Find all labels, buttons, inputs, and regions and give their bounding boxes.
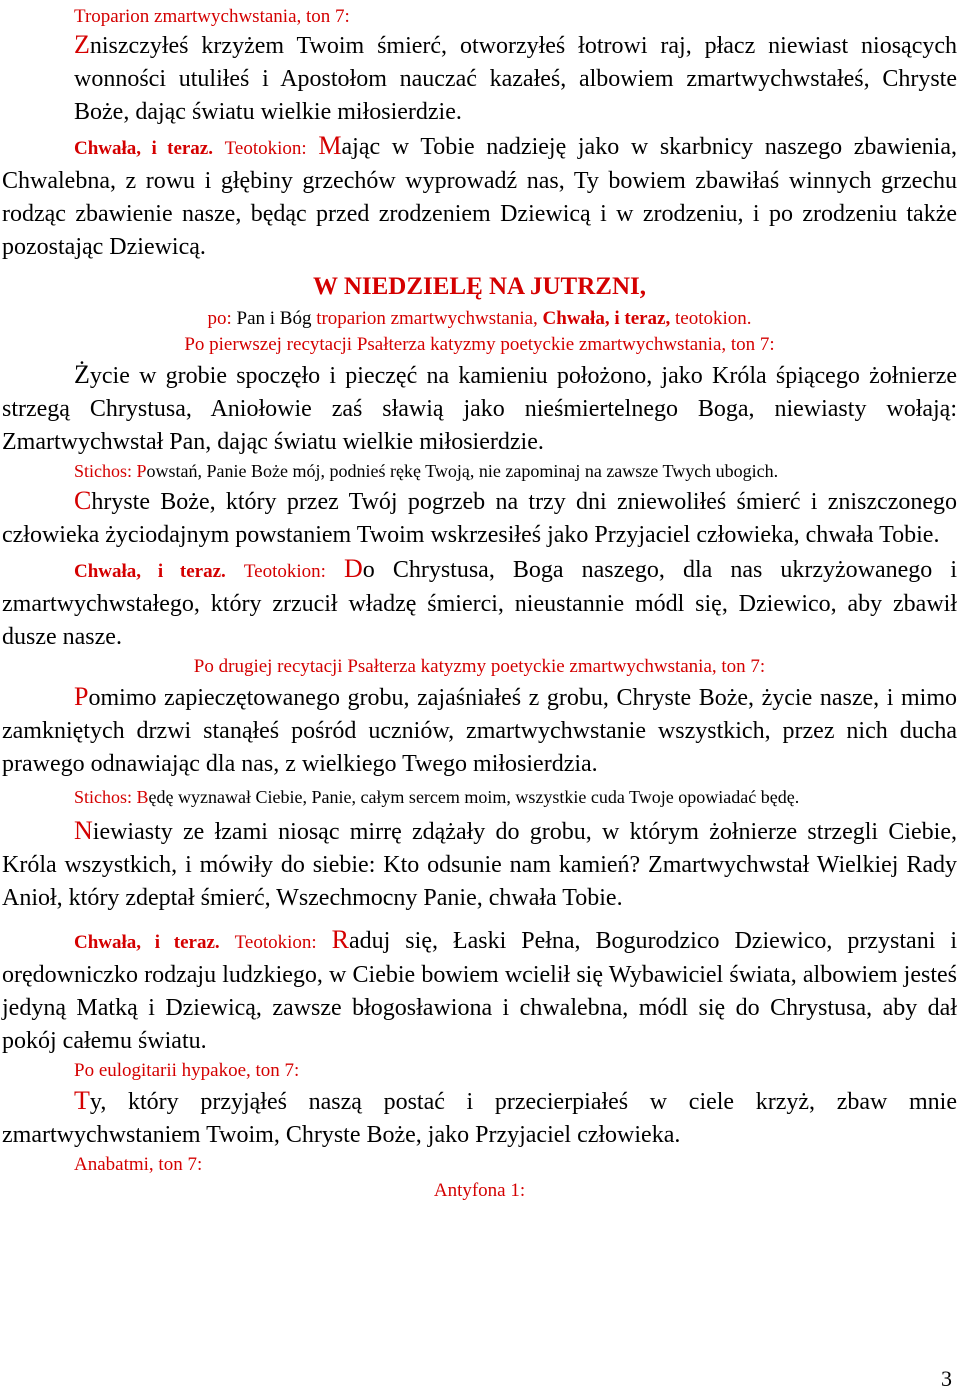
- teotokion-3-body: aduj się, Łaski Pełna, Bogurodzico Dziewico, przystani i orędowniczko rodzaju ludzkiego, w Ciebie bowiem wcielił się Wybawiciel świata, albowiem jesteś jedyną Matką i Dziewicą, zawsze błogosławiona i chwalebna, módl się do Chrystusa, aby dał pokój całemu światu.: [2, 928, 958, 1054]
- teotokion-3: [2, 923, 957, 1058]
- stichos-1-body: owstań, Panie Boże mój, podnieś rękę Twoją, nie zapominaj na zawsze Twych ubogich.: [146, 461, 779, 481]
- hypakoe-body: y, który przyjąłeś naszą postać i przecierpiałeś w ciele krzyż, zbaw mnie zmartwychwstaniem Twoim, Chryste Boże, jako Przyjaciel człowieka.: [2, 1089, 957, 1148]
- katyzma-3-text: [2, 680, 957, 781]
- drop-cap: C: [74, 486, 92, 515]
- glory-label: Chwała, i teraz.: [74, 138, 213, 159]
- rubric-cap: P: [236, 308, 248, 329]
- teotokion-1: [0, 129, 957, 264]
- rubric-katyzmy-1: Po pierwszej recytacji Psałterza katyzmy poetyckie zmartwychwstania, ton 7:: [184, 334, 775, 355]
- drop-cap: Ż: [74, 360, 90, 389]
- teotokion-label: Teotokion:: [234, 932, 317, 953]
- stichos-cap: B: [136, 787, 149, 807]
- rubric-glory: Chwała, i teraz,: [542, 308, 671, 329]
- katyzma-4-body: iewiasty ze łzami niosąc mirrę zdążały do grobu, w którym żołnierze strzegli Ciebie, Króla wszystkich, i mówiły do siebie: Kto odsunie nam kamień? Zmartwychwstał Wielkiej Rady Anioł, który zdeptał śmierć, Wszechmocny Panie, chwała Tobie.: [2, 819, 957, 911]
- rubric-t1: troparion zmartwychwstania,: [316, 308, 538, 329]
- stichos-2: [2, 785, 957, 810]
- stichos-cap: P: [136, 461, 147, 481]
- teotokion-body: ając w Tobie nadzieję jako w skarbnicy naszego zbawienia, Chwalebna, z rowu i głębiny grzechów wyprowadź nas, Ty bowiem zbawiłaś winnych grzechu rodząc zbawienie nasze, będąc przed zrodzeniem Dziewicą i w zrodzeniu, i po zrodzeniu także pozostając Dziewicą.: [2, 134, 958, 260]
- drop-cap: D: [344, 554, 363, 583]
- teotokion-2: [2, 552, 957, 654]
- stichos-1: [2, 459, 957, 484]
- drop-cap: R: [331, 925, 350, 954]
- rubric-anabatmi: Anabatmi, ton 7:: [74, 1154, 203, 1175]
- drop-cap: Z: [74, 30, 90, 59]
- katyzma-1-text: [2, 358, 957, 459]
- page-number: 3: [941, 1366, 952, 1391]
- rubric-text: an i Bóg: [247, 308, 312, 329]
- rubric-t2: teotokion.: [675, 308, 752, 329]
- drop-cap: P: [74, 682, 89, 711]
- glory-label: Chwała, i teraz.: [74, 932, 220, 953]
- stichos-2-body: ędę wyznawał Ciebie, Panie, całym sercem moim, wszystkie cuda Twoje opowiadać będę.: [148, 787, 800, 807]
- stichos-label: Stichos:: [74, 461, 133, 481]
- teotokion-label: Teotokion:: [243, 561, 326, 582]
- hypakoe-text: [2, 1084, 957, 1152]
- stichos-label: Stichos:: [74, 787, 133, 807]
- katyzma-1-body: ycie w grobie spoczęło i pieczęć na kamieniu położono, jako Króla śpiącego żołnierze strzegą Chrystusa, Aniołowie zaś sławią jako nieśmiertelnego Boga, niewiasty wołają: Zmartwychwstał Pan, dając światu wielkie miłosierdzie.: [2, 363, 957, 455]
- katyzma-2-body: hryste Boże, który przez Twój pogrzeb na trzy dni zniewoliłeś śmierć i zniszczonego człowieka życiodajnym powstaniem Twoim wskrzesiłeś jako Przyjaciel człowieka, chwała Tobie.: [2, 489, 957, 548]
- katyzma-3-body: omimo zapieczętowanego grobu, zajaśniałeś z grobu, Chryste Boże, życie nasze, i mimo zamkniętych drzwi stanąłeś pośród uczniów, zmartwychwstanie wszystkich, przez nich ducha prawego odnawiając dla nas, z wielkiego Twego miłosierdzia.: [2, 685, 957, 777]
- rubric-troparion: Troparion zmartwychwstania, ton 7:: [74, 6, 350, 27]
- rubric-antyfona: Antyfona 1:: [433, 1180, 526, 1201]
- glory-label: Chwała, i teraz.: [74, 561, 226, 582]
- drop-cap: N: [74, 816, 93, 845]
- section-heading: W NIEDZIELĘ NA JUTRZNI,: [313, 273, 646, 300]
- katyzma-2-text: [2, 484, 957, 552]
- rubric-hypakoe: Po eulogitarii hypakoe, ton 7:: [74, 1060, 300, 1081]
- teotokion-2-body: o Chrystusa, Boga naszego, dla nas ukrzyżowanego i zmartwychwstałego, który zrzucił władzę śmierci, nieustannie módl się, Dziewico, aby zbawił dusze nasze.: [2, 557, 958, 650]
- teotokion-label: Teotokion:: [224, 138, 307, 159]
- troparion-text: [2, 28, 957, 129]
- rubric-po: po:: [207, 308, 232, 329]
- rubric-line: [2, 306, 957, 332]
- drop-cap: T: [74, 1086, 90, 1115]
- troparion-body: niszczyłeś krzyżem Twoim śmierć, otworzyłeś łotrowi raj, płacz niewiast niosących wonności utuliłeś i Apostołom nauczać kazałeś, albowiem zmartwychwstałeś, Chryste Boże, dając światu wielkie miłosierdzie.: [74, 33, 957, 125]
- drop-cap: M: [318, 131, 342, 160]
- katyzma-4-text: [2, 814, 957, 915]
- rubric-katyzmy-2: Po drugiej recytacji Psałterza katyzmy poetyckie zmartwychwstania, ton 7:: [193, 656, 766, 677]
